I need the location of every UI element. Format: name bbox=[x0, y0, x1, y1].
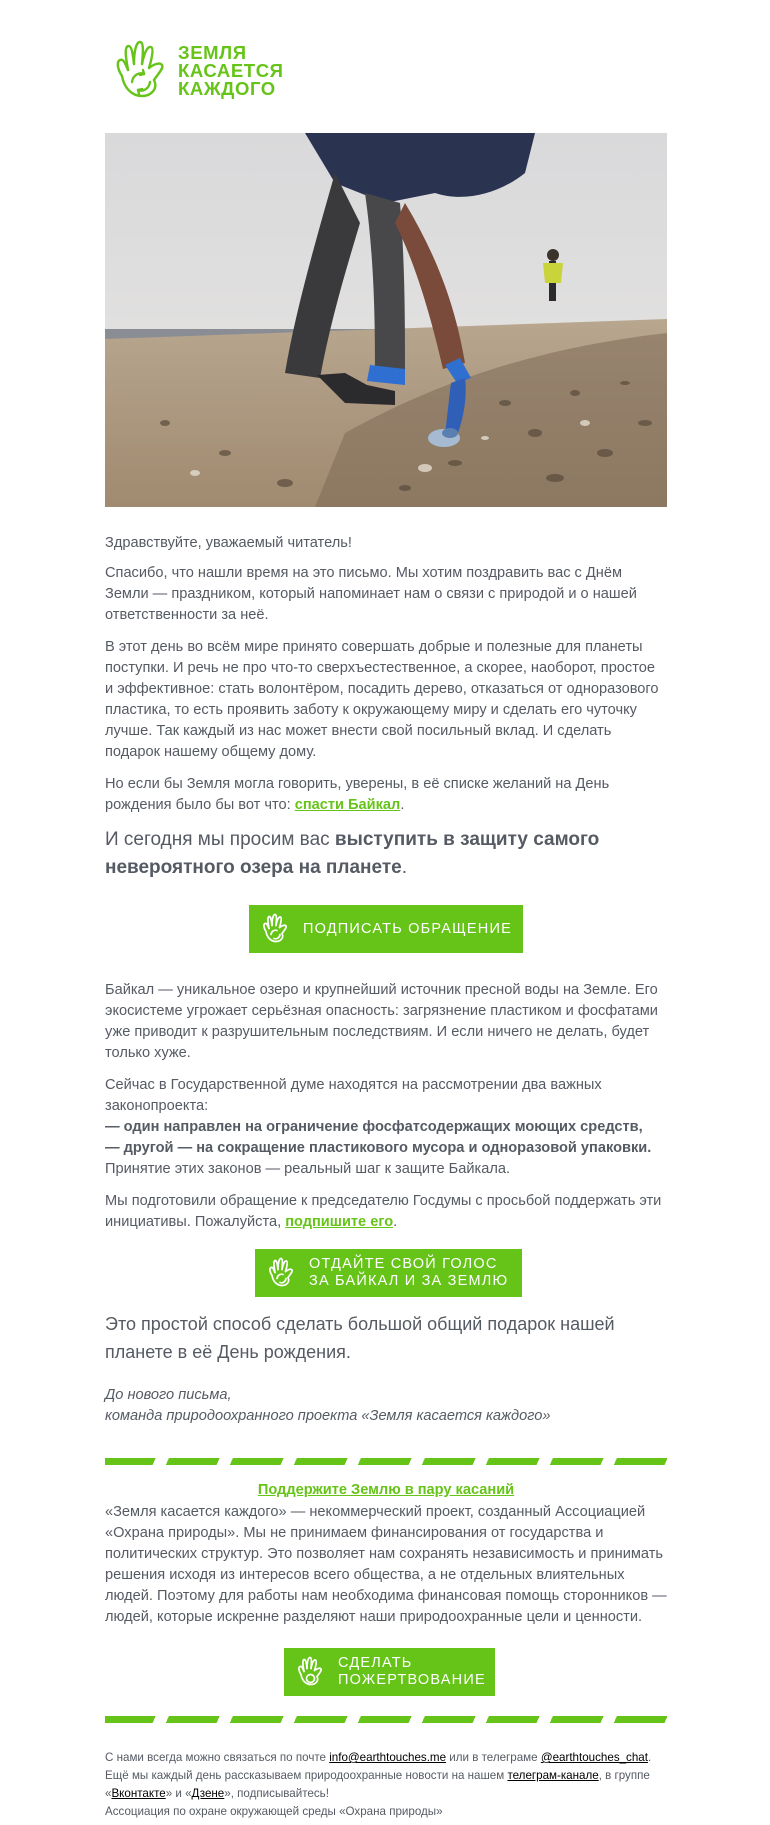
bills-outro: Принятие этих законов — реальный шаг к защите Байкала. bbox=[105, 1161, 511, 1177]
dzen-link[interactable]: Дзене bbox=[191, 1787, 225, 1800]
donate-button[interactable] bbox=[284, 1648, 495, 1696]
paragraph-earth-day: В этот день во всём мире принято совершать добрые и полезные для планеты поступки. И речь не про что-то сверхъестественное, а скорее, наоборот, простое и эффективное: стать волонтёром, посадить дерево, отказаться от одноразового пластика, то есть проявить заботу к окружающему миру и сделать его чуточку лучше. Так каждый из нас может внести свой посильный вклад. И сделать подарок нашему общему дому. bbox=[105, 639, 659, 760]
paragraph-petition-text: Мы подготовили обращение к председателю Госдумы с просьбой поддержать эти инициативы. Пожалуйста, bbox=[105, 1193, 662, 1230]
footer-text-3: . Ещё мы каждый день рассказываем природоохранные новости на нашем bbox=[105, 1751, 652, 1782]
telegram-channel-link[interactable]: телеграм-канале bbox=[507, 1769, 599, 1782]
support-text: «Земля касается каждого» — некоммерческий проект, созданный Ассоциацией «Охрана природы». Мы не принимаем финансирования от государства и политических структур. Это позволяет нам сохранять независимость и принимать решения исходя из интересов всего общества, а не отдельных влиятельных людей. Поэтому для работы нам необходима финансовая помощь сторонников — людей, которые искренне разделяют наши природоохранные цели и ценности. bbox=[105, 1504, 667, 1625]
vk-link[interactable]: Вконтакте bbox=[111, 1787, 166, 1800]
brand-line-1: ЗЕМЛЯ bbox=[178, 42, 247, 63]
lead-appeal bbox=[105, 826, 667, 882]
footer-text-1: С нами всегда можно связаться по почте bbox=[105, 1751, 330, 1764]
save-baikal-link[interactable]: спасти Байкал bbox=[294, 797, 401, 813]
lead-appeal-end: . bbox=[401, 857, 407, 878]
hand-coin-icon bbox=[296, 1655, 326, 1689]
footer-text-5: » и « bbox=[165, 1787, 192, 1800]
signature-line-1: До нового письма, bbox=[105, 1387, 232, 1403]
signature bbox=[105, 1385, 667, 1427]
greeting: Здравствуйте, уважаемый читатель! bbox=[105, 535, 352, 551]
paragraph-wish-text: Но если бы Земля могла говорить, уверены, в её списке желаний на День рождения было бы вот что: bbox=[105, 776, 610, 813]
divider-stripe-bottom bbox=[105, 1716, 667, 1723]
beach-cleanup-photo-icon bbox=[105, 133, 667, 507]
paragraph-wish bbox=[105, 774, 667, 816]
email-link[interactable]: info@earthtouches.me bbox=[329, 1751, 447, 1764]
lead-gift: Это простой способ сделать большой общий подарок нашей планете в её День рождения. bbox=[105, 1314, 615, 1362]
hand-recycle-icon bbox=[267, 1256, 297, 1290]
paragraph-bills bbox=[105, 1075, 667, 1180]
hand-recycle-icon bbox=[261, 912, 291, 946]
lead-appeal-pre: И сегодня мы просим вас bbox=[105, 829, 335, 850]
footer-text-6: », подписывайтесь! bbox=[224, 1787, 329, 1800]
sign-it-link[interactable]: подпишите его bbox=[285, 1214, 394, 1230]
vote-button-label bbox=[309, 1256, 508, 1290]
hand-recycle-logo-icon bbox=[112, 38, 172, 104]
brand-wordmark bbox=[178, 44, 284, 98]
paragraph-petition-end: . bbox=[393, 1214, 398, 1230]
paragraph-intro: Спасибо, что нашли время на это письмо. Мы хотим поздравить вас с Днём Земли — праздником, который напоминает нам о связи с природой и о нашей ответственности за неё. bbox=[105, 565, 637, 623]
sign-appeal-button[interactable] bbox=[249, 905, 523, 953]
divider-stripe-top bbox=[105, 1458, 667, 1465]
support-title-wrap bbox=[105, 1480, 667, 1501]
paragraph-petition bbox=[105, 1191, 667, 1233]
hero-photo bbox=[105, 133, 667, 507]
vote-button-line-1: ОТДАЙТЕ СВОЙ ГОЛОС bbox=[309, 1256, 498, 1272]
brand-line-2: КАСАЕТСЯ bbox=[178, 60, 284, 81]
signature-line-2: команда природоохранного проекта «Земля касается каждого» bbox=[105, 1408, 551, 1424]
donate-button-line-2: ПОЖЕРТВОВАНИЕ bbox=[338, 1672, 486, 1688]
bills-intro: Сейчас в Государственной думе находятся на рассмотрении два важных законопроекта: bbox=[105, 1077, 602, 1114]
vote-button-line-2: ЗА БАЙКАЛ И ЗА ЗЕМЛЮ bbox=[309, 1273, 509, 1289]
telegram-chat-link[interactable]: @earthtouches_chat bbox=[540, 1751, 648, 1764]
footer-organization: Ассоциация по охране окружающей среды «Охрана природы» bbox=[105, 1805, 443, 1818]
donate-button-line-1: СДЕЛАТЬ bbox=[338, 1655, 413, 1671]
brand-line-3: КАЖДОГО bbox=[178, 78, 276, 99]
vote-button[interactable] bbox=[255, 1249, 522, 1297]
sign-appeal-button-label: ПОДПИСАТЬ ОБРАЩЕНИЕ bbox=[303, 920, 512, 937]
bill-item-plastic: — другой — на сокращение пластикового мусора и одноразовой упаковки. bbox=[105, 1140, 652, 1156]
paragraph-baikal: Байкал — уникальное озеро и крупнейший источник пресной воды на Земле. Его экосистеме угрожает серьёзная опасность: загрязнение пластиком и фосфатами уже приводит к разрушительным последствиям. И если ничего не делать, будет только хуже. bbox=[105, 982, 658, 1061]
lead-appeal-bold: выступить в защиту самого невероятного озера на планете bbox=[105, 829, 600, 878]
bill-item-phosphates: — один направлен на ограничение фосфатсодержащих моющих средств, bbox=[105, 1119, 643, 1135]
footer-text-4: , в группе « bbox=[105, 1769, 650, 1800]
brand-logo[interactable] bbox=[112, 38, 284, 104]
support-title-link[interactable]: Поддержите Землю в пару касаний bbox=[257, 1482, 515, 1498]
footer-text-2: или в телеграме bbox=[446, 1751, 541, 1764]
paragraph-wish-end: . bbox=[400, 797, 405, 813]
donate-button-label bbox=[338, 1655, 486, 1689]
footer-contacts bbox=[105, 1749, 667, 1803]
